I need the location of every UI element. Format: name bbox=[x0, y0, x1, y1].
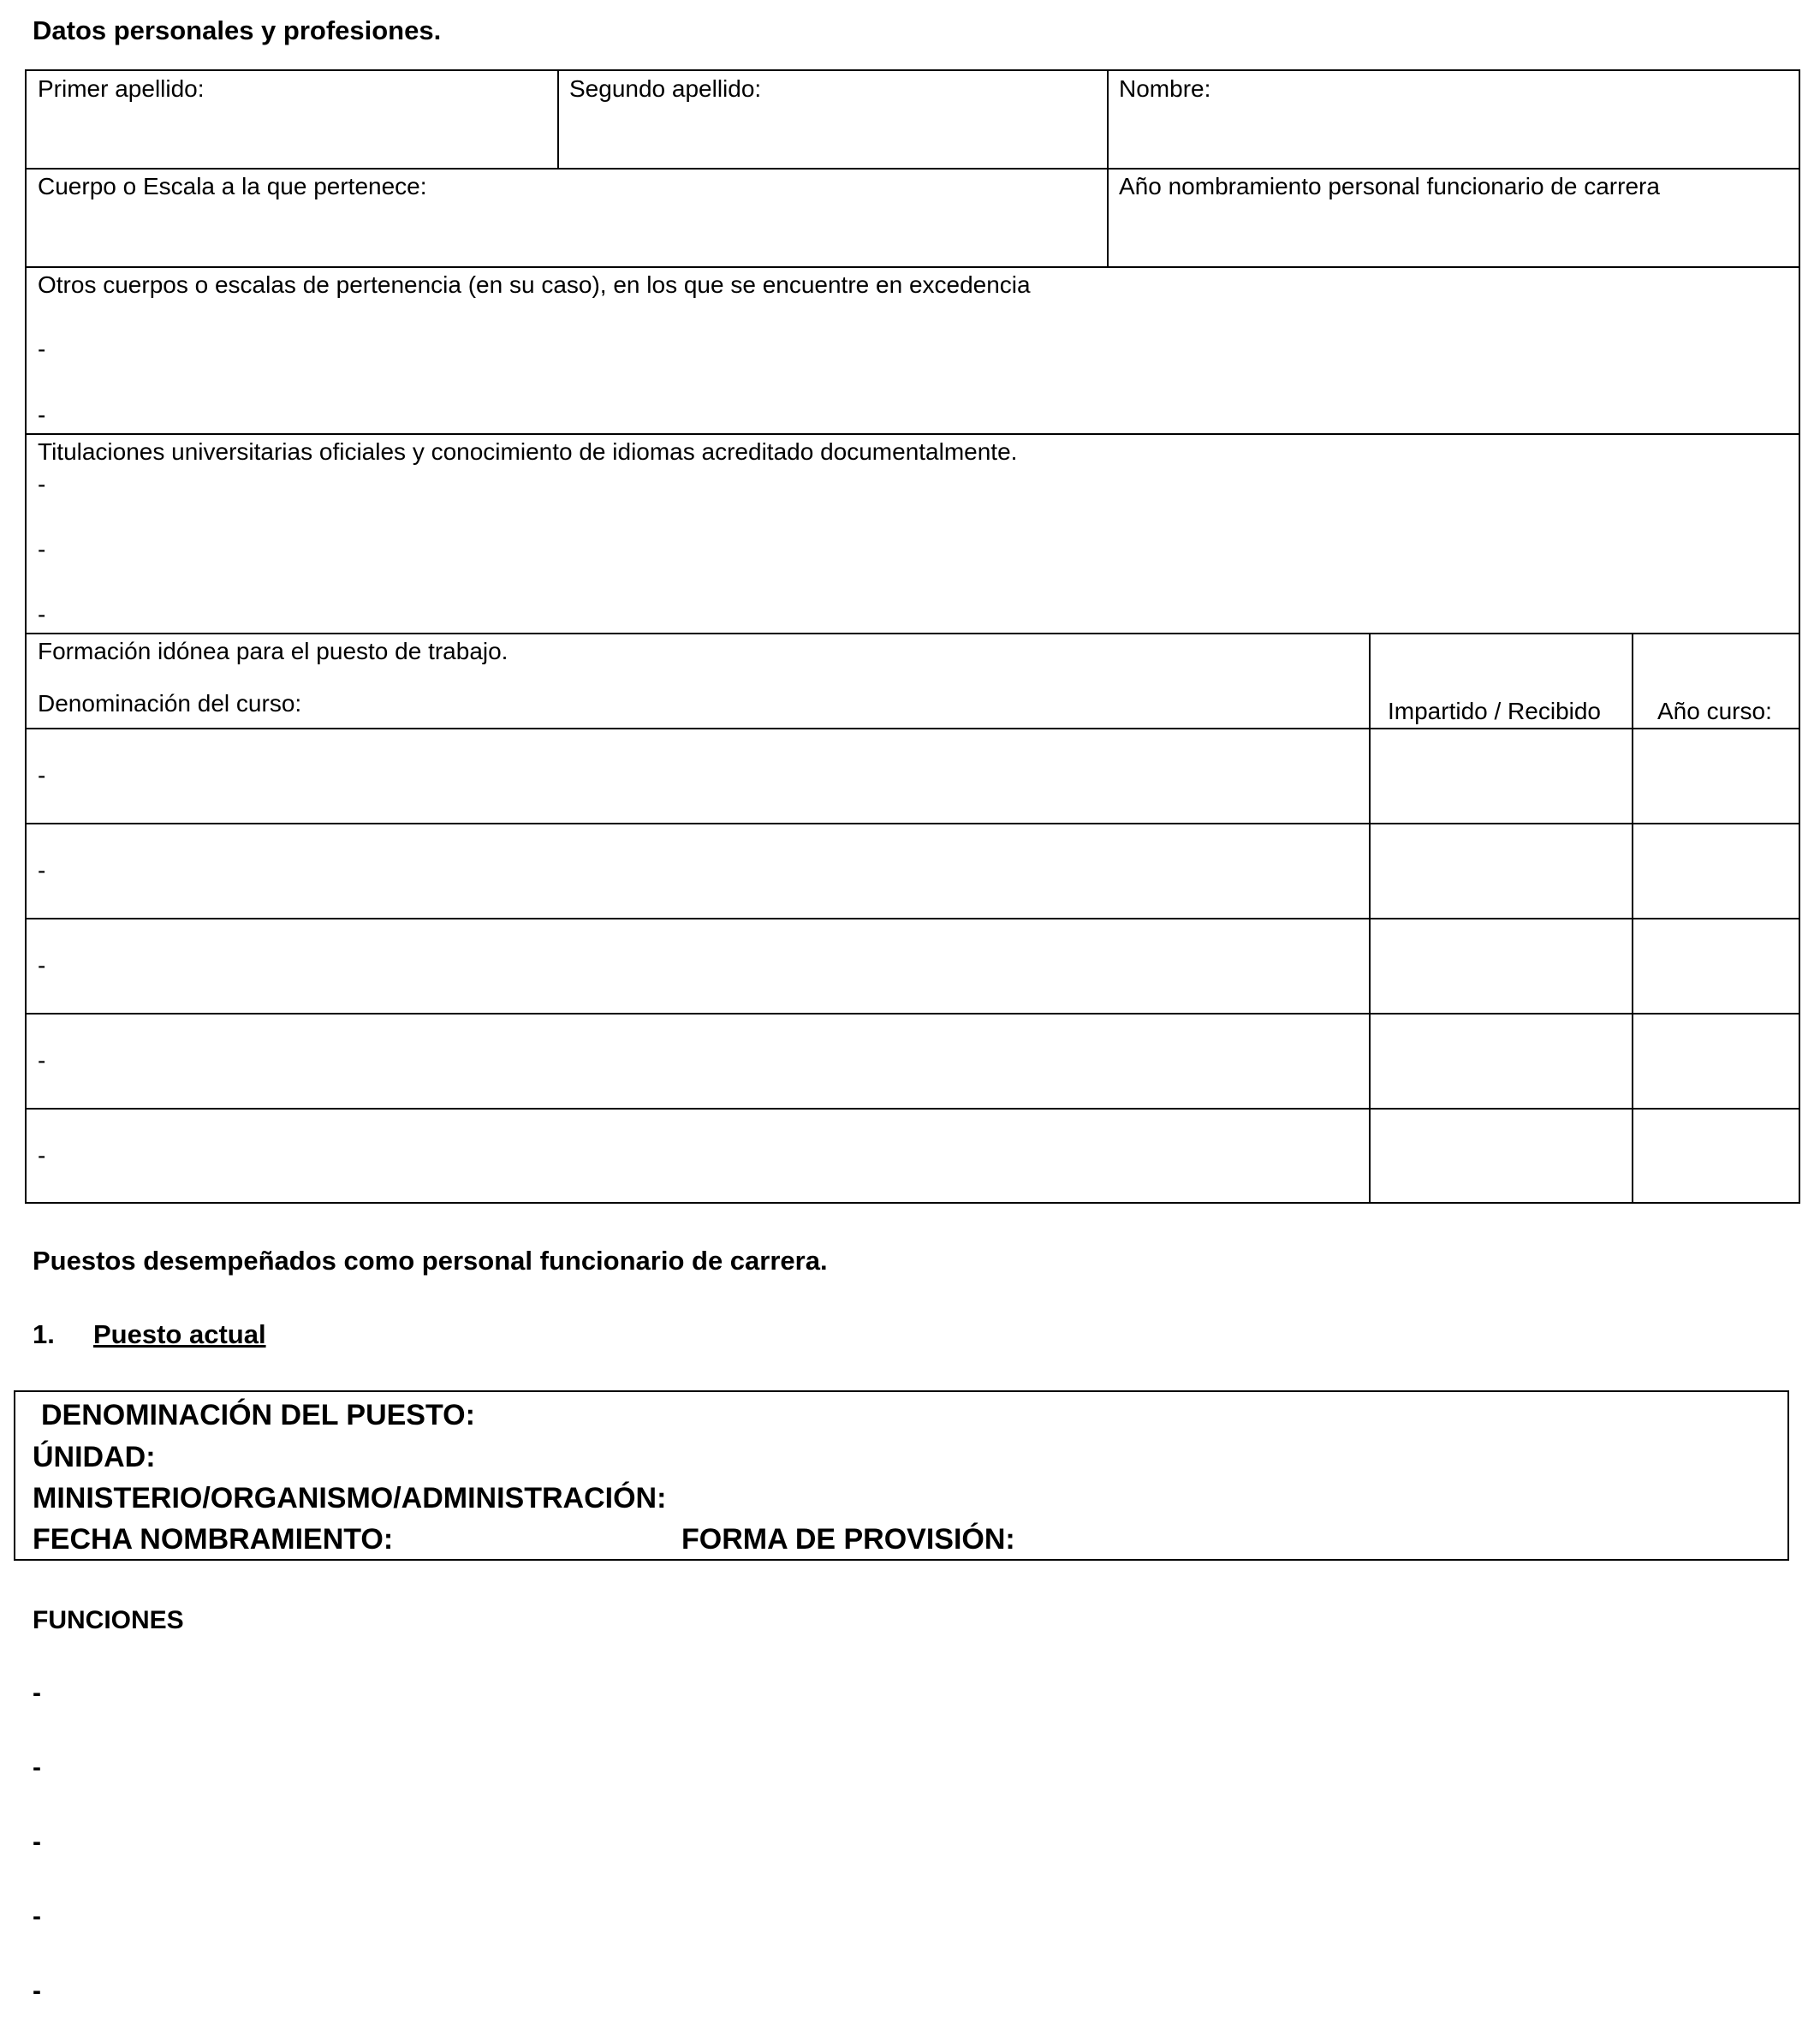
list-dash: - bbox=[38, 402, 46, 428]
label-denominacion-puesto: DENOMINACIÓN DEL PUESTO: bbox=[41, 1399, 475, 1431]
course-row-dash: - bbox=[38, 952, 46, 979]
table-row-divider bbox=[25, 823, 1800, 824]
item-number: 1. bbox=[33, 1319, 55, 1349]
funciones-dash: - bbox=[33, 1753, 41, 1782]
funciones-dash: - bbox=[33, 1679, 41, 1707]
table-row-divider bbox=[25, 728, 1800, 729]
label-titulaciones: Titulaciones universitarias oficiales y conocimiento de idiomas acreditado documentalmente. bbox=[38, 438, 1018, 465]
label-anio-nombramiento: Año nombramiento personal funcionario de carrera bbox=[1119, 173, 1660, 199]
course-row-dash: - bbox=[38, 1142, 46, 1169]
table-row-divider bbox=[25, 168, 1800, 170]
label-segundo-apellido: Segundo apellido: bbox=[569, 75, 762, 102]
label-anio-curso: Año curso: bbox=[1657, 698, 1772, 724]
label-cuerpo-escala: Cuerpo o Escala a la que pertenece: bbox=[38, 173, 427, 199]
label-unidad: ÚNIDAD: bbox=[33, 1441, 156, 1473]
label-forma-provision: FORMA DE PROVISIÓN: bbox=[681, 1523, 1015, 1556]
table-border-top bbox=[25, 69, 1800, 71]
section-title-datos-personales: Datos personales y profesiones. bbox=[33, 15, 442, 45]
label-nombre: Nombre: bbox=[1119, 75, 1211, 102]
funciones-dash: - bbox=[33, 1977, 41, 2005]
list-dash: - bbox=[38, 601, 46, 628]
label-formacion: Formación idónea para el puesto de trabajo. bbox=[38, 638, 509, 664]
table-col-divider bbox=[1369, 633, 1371, 1204]
label-primer-apellido: Primer apellido: bbox=[38, 75, 205, 102]
table-row-divider bbox=[25, 918, 1800, 919]
table-border-left bbox=[25, 69, 27, 1204]
table-row-divider bbox=[25, 633, 1800, 634]
table-border-right bbox=[1799, 69, 1800, 1204]
table-row-divider bbox=[25, 1013, 1800, 1015]
list-dash: - bbox=[38, 536, 46, 562]
table-border-bottom bbox=[25, 1202, 1800, 1204]
funciones-dash: - bbox=[33, 1828, 41, 1856]
table-row-divider bbox=[25, 1108, 1800, 1110]
list-dash: - bbox=[38, 471, 46, 497]
table-col-divider bbox=[557, 69, 559, 170]
label-ministerio: MINISTERIO/ORGANISMO/ADMINISTRACIÓN: bbox=[33, 1482, 667, 1514]
label-impartido-recibido: Impartido / Recibido bbox=[1388, 698, 1602, 724]
course-row-dash: - bbox=[38, 762, 46, 788]
table-col-divider bbox=[1632, 633, 1633, 1204]
label-otros-cuerpos: Otros cuerpos o escalas de pertenencia (en su caso), en los que se encuentre en excedencia bbox=[38, 271, 1031, 298]
list-dash: - bbox=[38, 336, 46, 362]
funciones-dash: - bbox=[33, 1902, 41, 1931]
course-row-dash: - bbox=[38, 1047, 46, 1074]
label-funciones: FUNCIONES bbox=[33, 1606, 184, 1634]
label-denominacion-curso: Denominación del curso: bbox=[38, 690, 302, 717]
table-col-divider bbox=[1107, 69, 1109, 268]
item-title-puesto-actual: Puesto actual bbox=[93, 1319, 266, 1349]
table-row-divider bbox=[25, 433, 1800, 435]
course-row-dash: - bbox=[38, 857, 46, 884]
section-title-puestos: Puestos desempeñados como personal funcionario de carrera. bbox=[33, 1246, 828, 1276]
label-fecha-nombramiento: FECHA NOMBRAMIENTO: bbox=[33, 1523, 394, 1556]
table-row-divider bbox=[25, 266, 1800, 268]
